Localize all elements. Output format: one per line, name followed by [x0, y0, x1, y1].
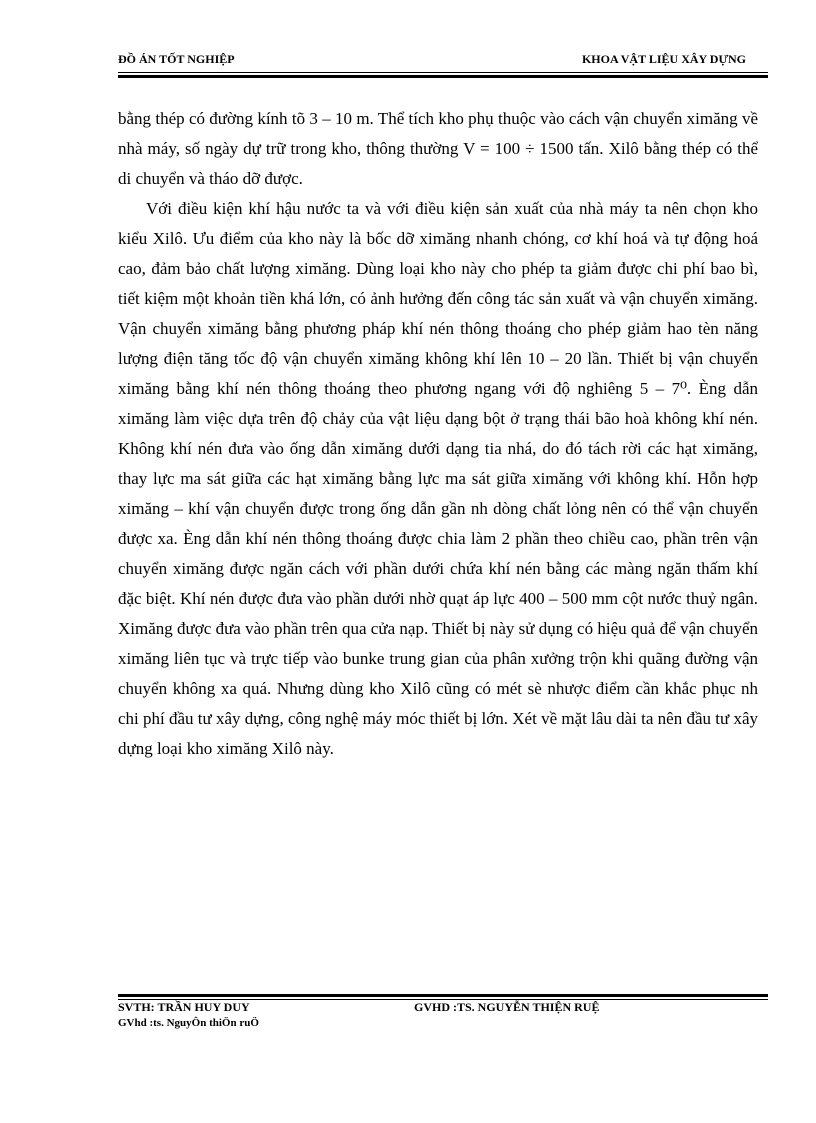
paragraph-2: Với điều kiện khí hậu nước ta và với điều kiện sản xuất của nhà máy ta nên chọn kho kiểu Xilô. Ưu điểm của kho này là bốc dỡ ximăng nhanh chóng, cơ khí hoá và tự động hoá cao, đảm bảo chất lượng ximăng. Dùng loại kho này cho phép ta giảm được chi phí bao bì, tiết kiệm một khoản tiền khá lớn, có ảnh hưởng đến công tác sản xuất và vận chuyển ximăng. Vận chuyển ximăng bằng phương pháp khí nén thông thoáng cho phép giảm hao tèn năng lượng điện tăng tốc độ vận chuyển ximăng không khí lên 10 – 20 lần. Thiết bị vận chuyển ximăng bằng khí nén thông thoáng theo phương ngang với độ nghiêng 5 – 7⁰. Èng dẫn ximăng làm việc dựa trên độ chảy của vật liệu dạng bột ở trạng thái bão hoà không khí nén. Không khí nén đưa vào ống dẫn ximăng dưới dạng tia nhá, do đó tách rời các hạt ximăng, thay lực ma sát giữa các hạt ximăng bằng lực ma sát giữa ximăng với không khí. Hỗn hợp ximăng – khí vận chuyển được trong ống dẫn gần nh dòng chất lỏng nên có thể vận chuyển được xa. Èng dẫn khí nén thông thoáng được chia làm 2 phần theo chiều cao, phần trên vận chuyển ximăng được ngăn cách với phần dưới chứa khí nén bằng các màng ngăn thấm khí đặc biệt. Khí nén được đưa vào phần dưới nhờ quạt áp lực 400 – 500 mm cột nước thuỷ ngân. Ximăng được đưa vào phần trên qua cửa nạp. Thiết bị này sử dụng có hiệu quả để vận chuyển ximăng liên tục và trực tiếp vào bunke trung gian của phân xưởng trộn khi quãng đường vận chuyển không xa quá. Nhưng dùng kho Xilô cũng có mét sè nhược điểm cần khắc phục nh chi phí đầu tư xây dựng, công nghệ máy móc thiết bị lớn. Xét về mặt lâu dài ta nên đầu tư xây dựng loại kho ximăng Xilô này. [118, 199, 758, 758]
footer-student: SVTH: TRẦN HUY DUY [118, 1000, 250, 1014]
header-divider-thick [118, 75, 768, 78]
footer-advisor-alt: GVhd :ts. NguyÔn thiÖn ruÖ [118, 1017, 259, 1029]
header-divider-thin [118, 72, 768, 73]
footer-advisor: GVHD :TS. NGUYỄN THIỆN RUỆ [414, 1000, 600, 1014]
page-footer [118, 1000, 768, 1034]
document-body [118, 104, 758, 764]
footer-divider-thick [118, 994, 768, 997]
header-title-left: ĐỒ ÁN TỐT NGHIỆP [118, 52, 235, 66]
page-header [118, 50, 748, 72]
paragraph-1: bằng thép có đường kính tõ 3 – 10 m. Thể tích kho phụ thuộc vào cách vận chuyển ximăng về nhà máy, số ngày dự trữ trong kho, thông thường V = 100 ÷ 1500 tấn. Xilô bằng thép có thể di chuyển và tháo dỡ được. [118, 109, 758, 188]
header-title-right: KHOA VẬT LIỆU XÂY DỰNG [581, 52, 746, 66]
